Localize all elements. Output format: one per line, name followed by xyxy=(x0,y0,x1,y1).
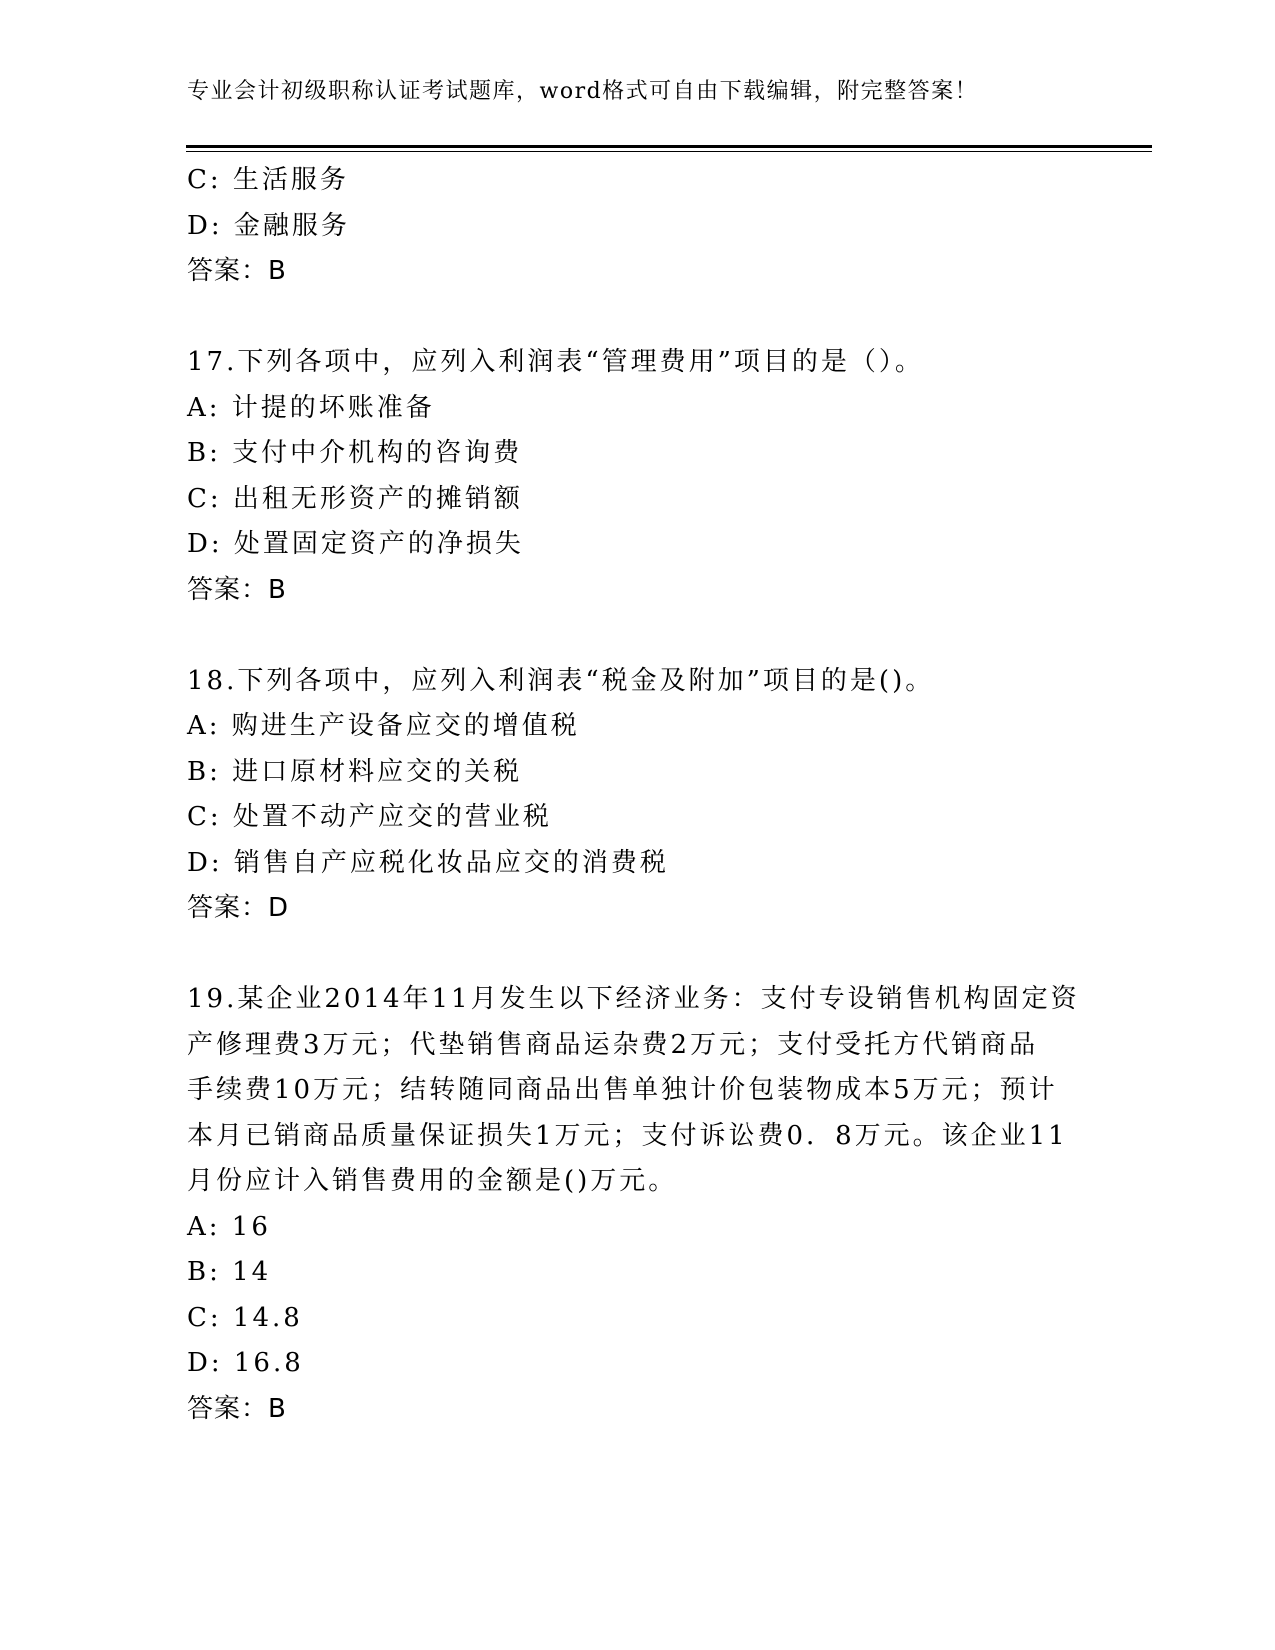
answer: 答案：D xyxy=(187,893,290,923)
option-b: B: 进口原材料应交的关税 xyxy=(187,756,523,787)
option-d: D: 销售自产应税化妆品应交的消费税 xyxy=(187,847,669,878)
option-b: B: 支付中介机构的咨询费 xyxy=(187,438,523,468)
option-a: A: 购进生产设备应交的增值税 xyxy=(187,711,580,741)
page-header: 专业会计初级职称认证考试题库，word格式可自由下载编辑，附完整答案！ xyxy=(187,79,979,104)
answer: 答案：B xyxy=(187,256,287,286)
option-d: D: 16.8 xyxy=(187,1348,304,1378)
question-stem-line: 产修理费3万元；代垫销售商品运杂费2万元；支付受托方代销商品 xyxy=(187,1029,1039,1060)
option-a: A: 16 xyxy=(187,1211,271,1242)
question-list xyxy=(187,158,1087,1432)
option-c: C: 14.8 xyxy=(187,1302,303,1333)
question-stem: 17.下列各项中，应列入利润表“管理费用”项目的是（）。 xyxy=(187,347,924,377)
option-a: A: 计提的坏账准备 xyxy=(187,392,435,423)
question-stem: 18.下列各项中，应列入利润表“税金及附加”项目的是()。 xyxy=(187,665,935,696)
question-stem-line: 手续费10万元；结转随同商品出售单独计价包装物成本5万元；预计 xyxy=(187,1075,1058,1105)
question-stem-line: 本月已销商品质量保证损失1万元；支付诉讼费0．8万元。该企业11 xyxy=(187,1120,1068,1151)
question-stem-line: 19.某企业2014年11月发生以下经济业务：支付专设销售机构固定资 xyxy=(187,984,1080,1014)
answer: 答案：B xyxy=(187,574,287,605)
answer: 答案：B xyxy=(187,1393,287,1424)
header-rule-thick xyxy=(186,145,1152,148)
option-c: C: 出租无形资产的摊销额 xyxy=(187,483,523,514)
option-c: C: 处置不动产应交的营业税 xyxy=(187,802,552,832)
question-stem-line: 月份应计入销售费用的金额是()万元。 xyxy=(187,1166,678,1196)
option-d: D: 金融服务 xyxy=(187,210,350,241)
option-c: C: 生活服务 xyxy=(187,165,349,195)
option-b: B: 14 xyxy=(187,1257,272,1287)
option-d: D: 处置固定资产的净损失 xyxy=(187,529,524,559)
header-rule-thin xyxy=(186,151,1152,152)
